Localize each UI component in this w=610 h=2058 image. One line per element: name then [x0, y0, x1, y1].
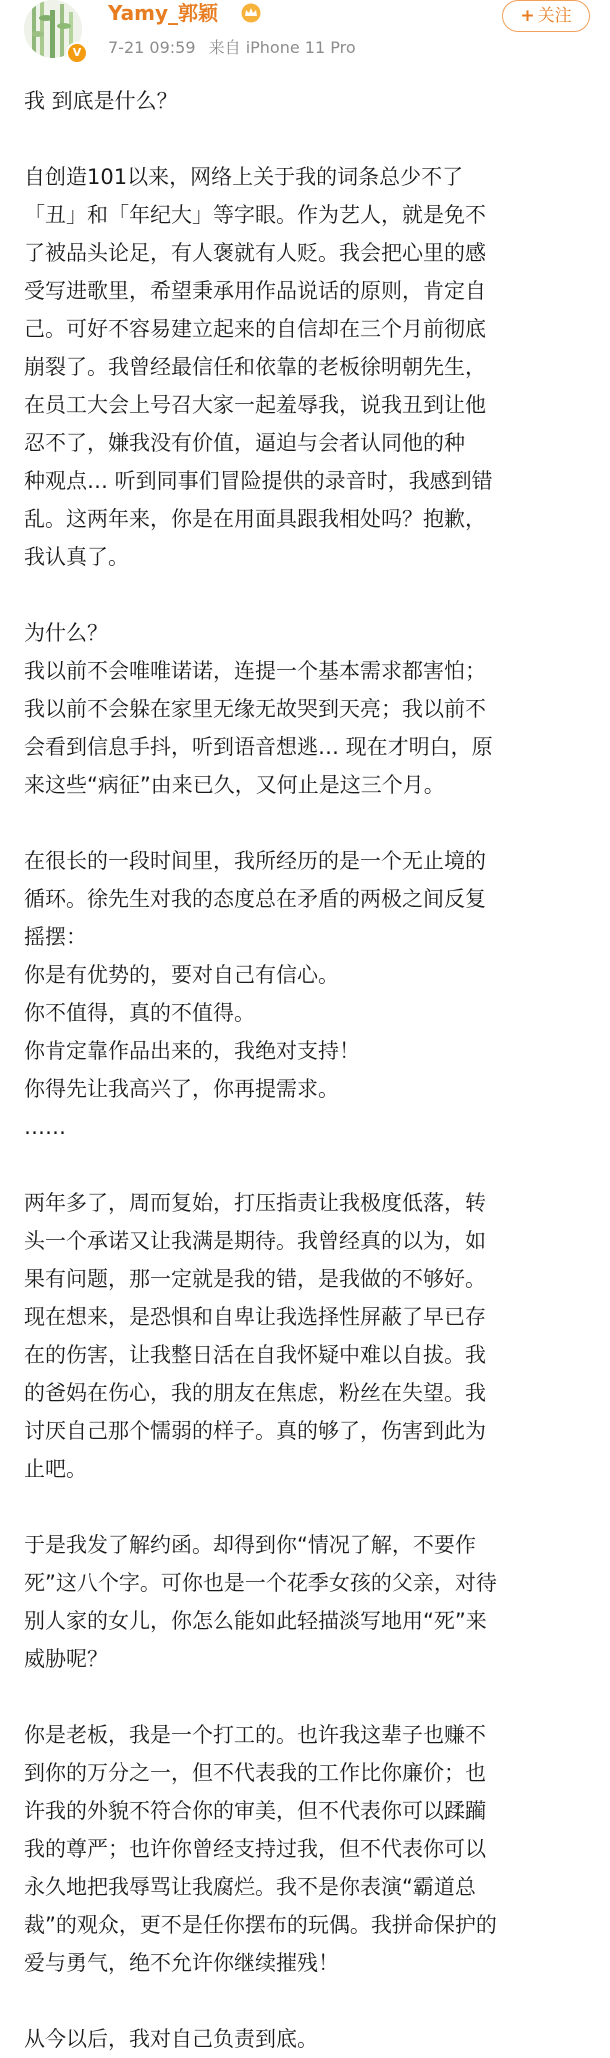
paragraph-3-line: 循环。徐先生对我的态度总在矛盾的两极之间反复	[24, 887, 486, 911]
paragraph-1-line: 己。可好不容易建立起来的自信却在三个月前彻底	[24, 317, 486, 341]
paragraph-2-line: 来这些“病征”由来已久，又何止是这三个月。	[24, 773, 445, 797]
paragraph-6-line: 裁”的观众，更不是任你摆布的玩偶。我拼命保护的	[24, 1913, 497, 1937]
post-title: 我 到底是什么？	[24, 89, 178, 113]
username[interactable]: Yamy_郭颖	[108, 1, 219, 25]
paragraph-1-line: 受写进歌里，希望秉承用作品说话的原则，肯定自	[24, 279, 486, 303]
paragraph-3-line: 你得先让我高兴了，你再提需求。	[24, 1077, 339, 1101]
paragraph-6-line: 永久地把我辱骂让我腐烂。我不是你表演“霸道总	[24, 1875, 476, 1899]
paragraph-4-line: 头一个承诺又让我满是期待。我曾经真的以为，如	[24, 1229, 486, 1253]
paragraph-2-line: 我以前不会躲在家里无缘无故哭到天亮；我以前不	[24, 697, 486, 721]
post-body	[24, 82, 596, 2058]
paragraph-2-line: 为什么？	[24, 621, 108, 645]
paragraph-1-line: 崩裂了。我曾经最信任和依靠的老板徐明朝先生，	[24, 355, 486, 379]
paragraph-1-line: 在员工大会上号召大家一起羞辱我，说我丑到让他	[24, 393, 486, 417]
paragraph-1-line: 忍不了，嫌我没有价值，逼迫与会者认同他的种	[24, 431, 465, 455]
paragraph-3-line: 你肯定靠作品出来的，我绝对支持！	[24, 1039, 360, 1063]
paragraph-5-line: 别人家的女儿，你怎么能如此轻描淡写地用“死”来	[24, 1609, 487, 1633]
paragraph-2-line: 会看到信息手抖，听到语音想逃… 现在才明白，原	[24, 735, 493, 759]
paragraph-1-line: 「丑」和「年纪大」等字眼。作为艺人，就是免不	[24, 203, 486, 227]
post-meta	[108, 38, 356, 58]
crown-icon	[240, 3, 262, 23]
post-time: 7-21 09:59	[108, 38, 196, 57]
paragraph-4-line: 果有问题，那一定就是我的错，是我做的不够好。	[24, 1267, 486, 1291]
paragraph-3-line: 你是有优势的，要对自己有信心。	[24, 963, 339, 987]
paragraph-3-line: 你不值得，真的不值得。	[24, 1001, 255, 1025]
post-header	[0, 0, 610, 78]
paragraph-3-line: ……	[24, 1115, 66, 1139]
paragraph-6-line: 爱与勇气，绝不允许你继续摧残！	[24, 1951, 339, 1975]
paragraph-1-line: 自创造101以来，网络上关于我的词条总少不了	[24, 165, 464, 189]
paragraph-4-line: 讨厌自己那个懦弱的样子。真的够了，伤害到此为	[24, 1419, 486, 1443]
paragraph-6-line: 你是老板，我是一个打工的。也许我这辈子也赚不	[24, 1723, 486, 1747]
plus-icon: +	[520, 6, 535, 26]
paragraph-1-line: 了被品头论足，有人褒就有人贬。我会把心里的感	[24, 241, 486, 265]
paragraph-2-line: 我以前不会唯唯诺诺，连提一个基本需求都害怕；	[24, 659, 486, 683]
paragraph-4-line: 现在想来，是恐惧和自卑让我选择性屏蔽了早已存	[24, 1305, 486, 1329]
paragraph-1-line: 我认真了。	[24, 545, 129, 569]
paragraph-4-line: 两年多了，周而复始，打压指责让我极度低落，转	[24, 1191, 486, 1215]
paragraph-4-line: 在的伤害，让我整日活在自我怀疑中难以自拔。我	[24, 1343, 486, 1367]
paragraph-5-line: 于是我发了解约函。却得到你“情况了解，不要作	[24, 1533, 476, 1557]
paragraph-3-line: 在很长的一段时间里，我所经历的是一个无止境的	[24, 849, 486, 873]
verified-badge-icon: V	[66, 42, 88, 64]
paragraph-5-line: 威胁呢？	[24, 1647, 108, 1671]
paragraph-4-line: 止吧。	[24, 1457, 87, 1481]
paragraph-6-line: 许我的外貌不符合你的审美，但不代表你可以蹂躏	[24, 1799, 486, 1823]
follow-button[interactable]	[502, 0, 590, 32]
paragraph-1-line: 乱。这两年来，你是在用面具跟我相处吗？抱歉，	[24, 507, 486, 531]
paragraph-4-line: 的爸妈在伤心，我的朋友在焦虑，粉丝在失望。我	[24, 1381, 486, 1405]
post-source: 来自 iPhone 11 Pro	[208, 38, 356, 57]
paragraph-5-line: 死”这八个字。可你也是一个花季女孩的父亲，对待	[24, 1571, 497, 1595]
paragraph-6-line: 到你的万分之一，但不代表我的工作比你廉价；也	[24, 1761, 486, 1785]
paragraph-6-line: 我的尊严；也许你曾经支持过我，但不代表你可以	[24, 1837, 486, 1861]
paragraph-7-line: 从今以后，我对自己负责到底。	[24, 2027, 318, 2051]
paragraph-1-line: 种观点… 听到同事们冒险提供的录音时，我感到错	[24, 469, 493, 493]
follow-label: 关注	[537, 6, 572, 26]
paragraph-3-line: 摇摆：	[24, 925, 87, 949]
